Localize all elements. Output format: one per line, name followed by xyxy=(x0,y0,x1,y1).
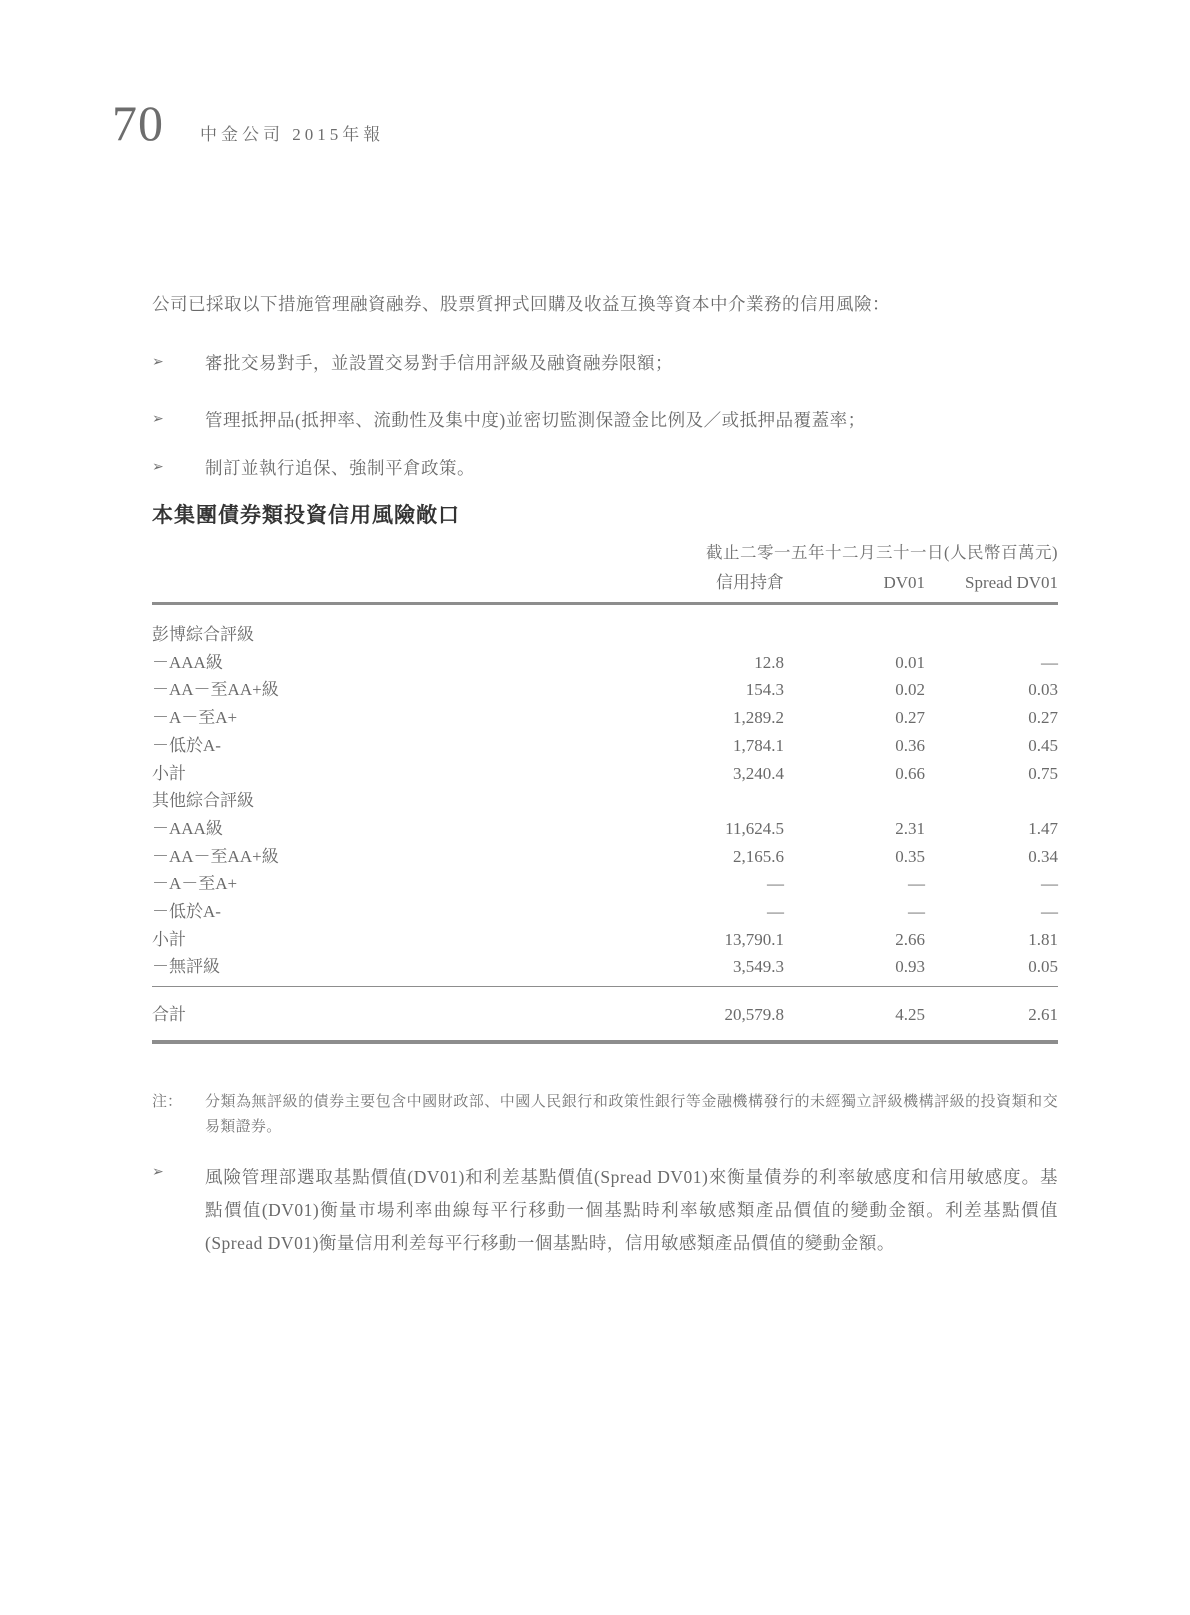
bullet-item xyxy=(152,456,1058,480)
row-label: 小計 xyxy=(152,763,186,783)
column-header-dv01: DV01 xyxy=(883,573,925,592)
total-row xyxy=(152,987,1058,1040)
row-value: 0.05 xyxy=(1028,957,1058,977)
row-label: －低於A- xyxy=(152,902,221,922)
arrow-bullet-icon: ➢ xyxy=(152,459,164,475)
total-credit-position: 20,579.8 xyxy=(724,1005,784,1025)
row-label: 其他綜合評級 xyxy=(152,791,254,811)
row-value: — xyxy=(1041,874,1058,894)
section-title: 本集團債券類投資信用風險敞口 xyxy=(152,503,460,527)
table-row xyxy=(152,649,1058,677)
row-value: 0.35 xyxy=(895,846,925,866)
bullet-item xyxy=(152,408,1058,432)
row-label: －A－至A+ xyxy=(152,708,238,728)
row-value: 0.66 xyxy=(895,763,925,783)
row-value: — xyxy=(1041,902,1058,922)
row-value: 0.02 xyxy=(895,680,925,700)
bullet-text: 管理抵押品(抵押率、流動性及集中度)並密切監測保證金比例及／或抵押品覆蓋率； xyxy=(205,410,866,430)
column-header-credit-position: 信用持倉 xyxy=(716,573,784,592)
row-value: 154.3 xyxy=(745,680,784,700)
intro-paragraph: 公司已採取以下措施管理融資融券、股票質押式回購及收益互換等資本中介業務的信用風險： xyxy=(152,294,890,314)
row-label: －AA－至AA+級 xyxy=(152,680,279,700)
report-title: 中金公司 2015年報 xyxy=(200,125,385,144)
bullet-text: 制訂並執行追保、強制平倉政策。 xyxy=(205,458,475,478)
row-value: — xyxy=(1041,652,1058,672)
row-value: 3,240.4 xyxy=(733,763,784,783)
row-label: －AA－至AA+級 xyxy=(152,846,279,866)
total-label: 合計 xyxy=(152,1005,186,1025)
row-value: — xyxy=(908,874,925,894)
table-row xyxy=(152,843,1058,871)
row-value: 2.66 xyxy=(895,929,925,949)
note-label: 注： xyxy=(152,1094,183,1111)
row-label: 彭博綜合評級 xyxy=(152,625,254,644)
column-header-spread-dv01: Spread DV01 xyxy=(964,573,1058,592)
row-value: 1.81 xyxy=(1028,929,1058,949)
row-label: －低於A- xyxy=(152,735,221,755)
credit-exposure-table xyxy=(152,541,1058,1044)
row-value: 12.8 xyxy=(754,652,784,672)
row-value: 3,549.3 xyxy=(733,957,784,977)
row-label: 小計 xyxy=(152,929,186,949)
row-label: －AAA級 xyxy=(152,818,223,838)
bullet-text: 風險管理部選取基點價值(DV01)和利差基點價值(Spread DV01)來衡量債券的利率敏感度和信用敏感度。基點價值(DV01)衡量市場利率曲線每平行移動一個基點時利率敏感類產品價值的變動金額。利差基點價值(Spread DV01)衡量信用利差每平行移動一個基點時，信用敏感類產品價值的變動金額。 xyxy=(205,1167,1058,1254)
row-label: －AAA級 xyxy=(152,652,223,672)
table-row xyxy=(152,760,1058,788)
row-value: 0.93 xyxy=(895,957,925,977)
table-row xyxy=(152,870,1058,898)
row-value: 2,165.6 xyxy=(733,846,784,866)
arrow-bullet-icon: ➢ xyxy=(152,354,164,370)
row-value: 0.34 xyxy=(1028,846,1058,866)
table-row xyxy=(152,676,1058,704)
total-dv01: 4.25 xyxy=(895,1005,925,1025)
row-value: 1,289.2 xyxy=(733,708,784,728)
table-section-row xyxy=(152,621,1058,649)
bullet-item xyxy=(152,1161,1058,1260)
table-row xyxy=(152,898,1058,926)
row-value: 2.31 xyxy=(895,818,925,838)
row-value: 0.01 xyxy=(895,652,925,672)
arrow-bullet-icon: ➢ xyxy=(152,411,164,427)
row-value: 11,624.5 xyxy=(725,818,784,838)
arrow-bullet-icon: ➢ xyxy=(152,1164,164,1181)
total-spread-dv01: 2.61 xyxy=(1028,1005,1058,1025)
row-value: 0.03 xyxy=(1028,680,1058,700)
table-body xyxy=(152,605,1058,981)
row-label: －A－至A+ xyxy=(152,874,238,894)
page-content xyxy=(152,292,1058,1260)
row-value: 1,784.1 xyxy=(733,735,784,755)
table-bottom-rule xyxy=(152,1040,1058,1044)
table-note xyxy=(152,1090,1058,1140)
row-value: — xyxy=(767,902,784,922)
table-period-header: 截止二零一五年十二月三十一日(人民幣百萬元) xyxy=(706,543,1058,562)
row-label: －無評級 xyxy=(152,957,220,977)
table-row xyxy=(152,926,1058,954)
row-value: 0.36 xyxy=(895,735,925,755)
page-header xyxy=(112,95,385,151)
note-text: 分類為無評級的債券主要包含中國財政部、中國人民銀行和政策性銀行等金融機構發行的未經獨立評級機構評級的投資類和交易類證券。 xyxy=(205,1094,1058,1136)
page-number: 70 xyxy=(112,95,164,151)
table-row xyxy=(152,815,1058,843)
table-section-row xyxy=(152,787,1058,815)
row-value: 0.75 xyxy=(1028,763,1058,783)
row-value: — xyxy=(767,874,784,894)
table-row xyxy=(152,704,1058,732)
bullet-item xyxy=(152,351,1058,375)
bullet-text: 審批交易對手，並設置交易對手信用評級及融資融券限額； xyxy=(205,353,673,373)
table-row xyxy=(152,953,1058,981)
row-value: 0.27 xyxy=(1028,708,1058,728)
row-value: 0.27 xyxy=(895,708,925,728)
table-row xyxy=(152,732,1058,760)
row-value: — xyxy=(908,902,925,922)
row-value: 13,790.1 xyxy=(724,929,784,949)
row-value: 1.47 xyxy=(1028,818,1058,838)
table-column-headers xyxy=(152,571,1058,602)
row-value: 0.45 xyxy=(1028,735,1058,755)
